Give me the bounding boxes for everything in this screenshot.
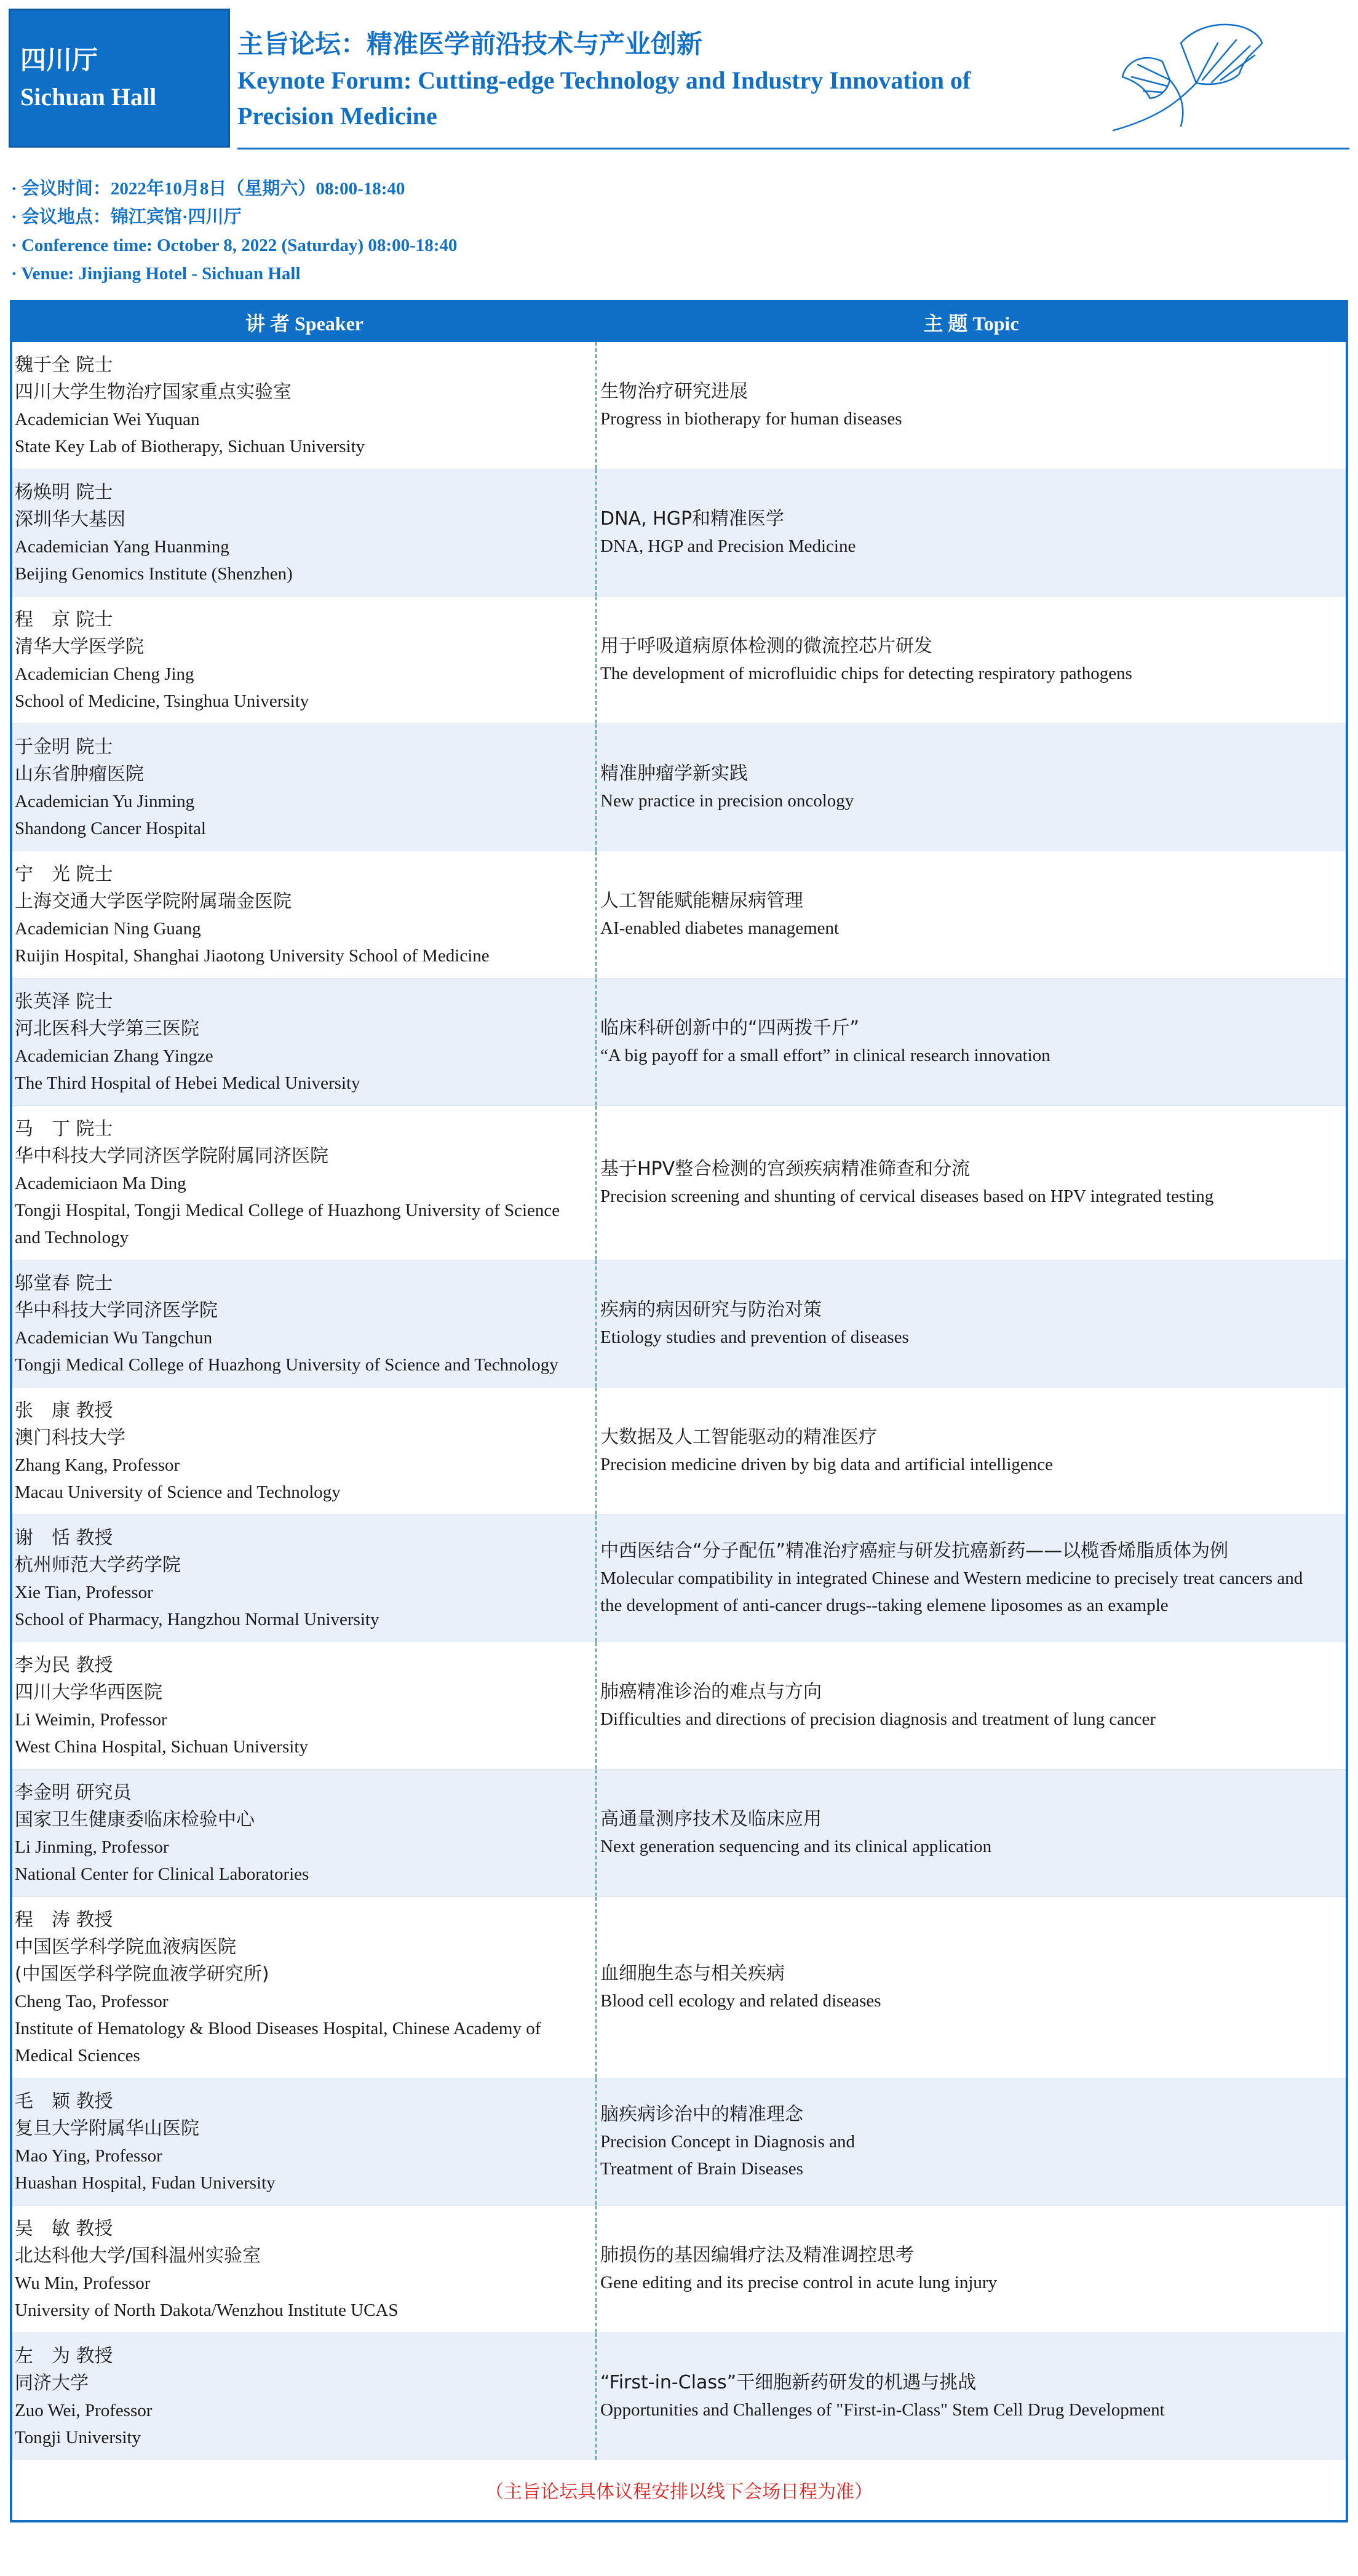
- header-speaker: 讲 者 Speaker: [245, 312, 363, 335]
- topic-zh: 大数据及人工智能驱动的精准医疗: [600, 1426, 877, 1448]
- speaker-line: Cheng Tao, Professor: [15, 1992, 169, 2011]
- speaker-line: Academician Ning Guang: [15, 919, 201, 939]
- topic-cell: [597, 342, 1346, 469]
- table-row: [12, 1387, 1346, 1514]
- speaker-line: Ruijin Hospital, Shanghai Jiaotong University School of Medicine: [15, 946, 490, 966]
- schedule-table: [10, 300, 1348, 2522]
- speaker-line: Shandong Cancer Hospital: [15, 819, 206, 838]
- table-row: [12, 2078, 1346, 2205]
- topic-zh: “First-in-Class”干细胞新药研发的机遇与挑战: [600, 2372, 977, 2393]
- topic-cell: [597, 1106, 1346, 1260]
- topic-zh: 临床科研创新中的“四两拨千斤”: [600, 1017, 860, 1039]
- topic-en: Precision Concept in Diagnosis and: [600, 2132, 856, 2152]
- topic-cell: [597, 1388, 1346, 1514]
- table-header: [12, 303, 1346, 342]
- table-row: [12, 342, 1346, 469]
- speaker-line: Wu Min, Professor: [15, 2273, 151, 2293]
- topic-en: Difficulties and directions of precision diagnosis and treatment of lung cancer: [600, 1709, 1156, 1729]
- speaker-line: 国家卫生健康委临床检验中心: [15, 1809, 255, 1831]
- speaker-line: Zuo Wei, Professor: [15, 2401, 153, 2420]
- forum-title-en-line2: Precision Medicine: [237, 102, 437, 130]
- speaker-line: 中国医学科学院血液病医院: [15, 1936, 236, 1958]
- topic-en: DNA, HGP and Precision Medicine: [600, 536, 856, 556]
- speaker-line: 左 为 教授: [15, 2345, 113, 2367]
- speaker-line: Institute of Hematology & Blood Diseases Hospital, Chinese Academy of: [15, 2019, 541, 2038]
- speaker-line: (中国医学科学院血液学研究所): [15, 1963, 269, 1985]
- topic-cell: [597, 597, 1346, 723]
- hall-name-en: Sichuan Hall: [20, 83, 157, 111]
- topic-zh: 血细胞生态与相关疾病: [600, 1963, 785, 1984]
- speaker-cell: [12, 1642, 597, 1769]
- speaker-line: Xie Tian, Professor: [15, 1583, 153, 1602]
- table-row: [12, 469, 1346, 596]
- speaker-cell: [12, 1388, 597, 1514]
- meeting-info: [11, 175, 457, 288]
- speaker-line: Academiciaon Ma Ding: [15, 1174, 186, 1193]
- hall-badge: [9, 9, 230, 148]
- topic-cell: [597, 1515, 1346, 1642]
- topic-cell: [597, 851, 1346, 978]
- forum-title: [237, 27, 1037, 134]
- speaker-line: 马 丁 院士: [15, 1118, 113, 1140]
- table-row: [12, 2332, 1346, 2460]
- topic-zh: 生物治疗研究进展: [600, 381, 748, 402]
- speaker-line: Beijing Genomics Institute (Shenzhen): [15, 564, 293, 584]
- speaker-line: Huashan Hospital, Fudan University: [15, 2173, 276, 2193]
- speaker-line: 上海交通大学医学院附属瑞金医院: [15, 891, 292, 912]
- speaker-line: The Third Hospital of Hebei Medical University: [15, 1073, 360, 1093]
- topic-cell: [597, 724, 1346, 851]
- speaker-line: Tongji University: [15, 2428, 141, 2447]
- speaker-line: and Technology: [15, 1228, 129, 1247]
- meeting-venue-en: · Venue: Jinjiang Hotel - Sichuan Hall: [11, 264, 301, 284]
- speaker-cell: [12, 724, 597, 851]
- speaker-line: 魏于全 院士: [15, 354, 113, 376]
- topic-en: The development of microfluidic chips for detecting respiratory pathogens: [600, 664, 1132, 683]
- topic-en: Molecular compatibility in integrated Chinese and Western medicine to precisely treat cancers and: [600, 1568, 1303, 1588]
- topic-zh: 精准肿瘤学新实践: [600, 763, 748, 784]
- table-row: [12, 1514, 1346, 1642]
- topic-cell: [597, 1642, 1346, 1769]
- speaker-line: University of North Dakota/Wenzhou Institute UCAS: [15, 2300, 399, 2320]
- topic-zh: 用于呼吸道病原体检测的微流控芯片研发: [600, 635, 932, 657]
- topic-en: Progress in biotherapy for human diseases: [600, 409, 902, 429]
- speaker-line: 华中科技大学同济医学院: [15, 1300, 218, 1321]
- ginkgo-leaf-icon: [1089, 18, 1267, 135]
- table-row: [12, 723, 1346, 851]
- speaker-line: Medical Sciences: [15, 2046, 140, 2065]
- speaker-line: 杨焕明 院士: [15, 482, 113, 503]
- topic-zh: 人工智能赋能糖尿病管理: [600, 890, 803, 912]
- table-row: [12, 851, 1346, 978]
- topic-zh: 基于HPV整合检测的宫颈疾病精准筛查和分流: [600, 1158, 971, 1180]
- speaker-line: 澳门科技大学: [15, 1427, 125, 1449]
- speaker-line: Academician Yang Huanming: [15, 537, 229, 557]
- table-row: [12, 1642, 1346, 1769]
- topic-cell: [597, 469, 1346, 596]
- forum-title-en-line1: Keynote Forum: Cutting-edge Technology and Industry Innovation of: [237, 66, 971, 94]
- speaker-line: 宁 光 院士: [15, 864, 113, 885]
- speaker-line: Tongji Hospital, Tongji Medical College of Huazhong University of Science: [15, 1201, 560, 1220]
- topic-en: New practice in precision oncology: [600, 791, 854, 811]
- speaker-line: 清华大学医学院: [15, 636, 144, 658]
- table-row: [12, 1260, 1346, 1387]
- speaker-line: 张英泽 院士: [15, 991, 113, 1012]
- speaker-line: School of Pharmacy, Hangzhou Normal University: [15, 1610, 379, 1629]
- speaker-cell: [12, 2078, 597, 2205]
- topic-en: Precision medicine driven by big data and artificial intelligence: [600, 1455, 1054, 1474]
- speaker-line: State Key Lab of Biotherapy, Sichuan University: [15, 437, 365, 456]
- speaker-line: 邬堂春 院士: [15, 1273, 113, 1294]
- speaker-line: Li Weimin, Professor: [15, 1710, 167, 1730]
- topic-en: Opportunities and Challenges of "First-in-Class" Stem Cell Drug Development: [600, 2400, 1165, 2420]
- speaker-line: 河北医科大学第三医院: [15, 1018, 199, 1040]
- speaker-line: 同济大学: [15, 2372, 89, 2394]
- speaker-cell: [12, 1897, 597, 2078]
- topic-zh: 高通量测序技术及临床应用: [600, 1808, 822, 1830]
- header-topic: 主 题 Topic: [923, 312, 1019, 335]
- footnote: （主旨论坛具体议程安排以线下会场日程为准）: [485, 2481, 873, 2503]
- speaker-line: Li Jinming, Professor: [15, 1837, 169, 1857]
- table-body: [12, 342, 1346, 2460]
- topic-en: the development of anti-cancer drugs--taking elemene liposomes as an example: [600, 1596, 1169, 1615]
- speaker-line: National Center for Clinical Laboratories: [15, 1864, 309, 1884]
- speaker-cell: [12, 469, 597, 596]
- topic-en: Gene editing and its precise control in acute lung injury: [600, 2273, 998, 2292]
- speaker-line: West China Hospital, Sichuan University: [15, 1737, 308, 1757]
- topic-zh: 中西医结合“分子配伍”精准治疗癌症与研发抗癌新药——以榄香烯脂质体为例: [600, 1540, 1229, 1562]
- speaker-line: 于金明 院士: [15, 736, 113, 758]
- topic-cell: [597, 2206, 1346, 2332]
- topic-zh: 肺损伤的基因编辑疗法及精准调控思考: [600, 2244, 914, 2266]
- table-row: [12, 596, 1346, 723]
- speaker-line: 山东省肿瘤医院: [15, 763, 144, 785]
- speaker-line: Academician Yu Jinming: [15, 792, 195, 811]
- speaker-line: 杭州师范大学药学院: [15, 1554, 181, 1576]
- speaker-line: Zhang Kang, Professor: [15, 1455, 180, 1475]
- speaker-line: 复旦大学附属华山医院: [15, 2118, 199, 2139]
- topic-zh: 肺癌精准诊治的难点与方向: [600, 1681, 822, 1703]
- speaker-line: 四川大学华西医院: [15, 1682, 162, 1703]
- speaker-line: Academician Wei Yuquan: [15, 410, 200, 429]
- topic-zh: 疾病的病因研究与防治对策: [600, 1299, 822, 1321]
- topic-zh: 脑疾病诊治中的精准理念: [600, 2104, 803, 2125]
- speaker-line: 李金明 研究员: [15, 1782, 132, 1803]
- speaker-line: 毛 颖 教授: [15, 2091, 113, 2112]
- speaker-cell: [12, 851, 597, 978]
- topic-en: Next generation sequencing and its clinical application: [600, 1837, 992, 1856]
- topic-cell: [597, 1260, 1346, 1387]
- topic-en: Blood cell ecology and related diseases: [600, 1991, 881, 2011]
- table-row: [12, 2205, 1346, 2332]
- speaker-cell: [12, 979, 597, 1105]
- speaker-line: School of Medicine, Tsinghua University: [15, 691, 309, 711]
- table-row: [12, 1896, 1346, 2078]
- topic-cell: [597, 2078, 1346, 2205]
- topic-cell: [597, 979, 1346, 1105]
- speaker-line: 张 康 教授: [15, 1400, 113, 1421]
- speaker-line: 程 涛 教授: [15, 1909, 113, 1931]
- speaker-line: 华中科技大学同济医学院附属同济医院: [15, 1145, 328, 1167]
- meeting-time-en: · Conference time: October 8, 2022 (Saturday) 08:00-18:40: [11, 236, 458, 255]
- speaker-line: 北达科他大学/国科温州实验室: [15, 2245, 261, 2267]
- speaker-line: Academician Zhang Yingze: [15, 1046, 213, 1066]
- speaker-line: Macau University of Science and Technology: [15, 1482, 341, 1502]
- forum-title-zh: 主旨论坛：精准医学前沿技术与产业创新: [237, 31, 703, 59]
- topic-cell: [597, 2333, 1346, 2460]
- topic-en: Precision screening and shunting of cervical diseases based on HPV integrated testing: [600, 1187, 1214, 1206]
- topic-en: Treatment of Brain Diseases: [600, 2159, 803, 2179]
- speaker-line: 谢 恬 教授: [15, 1527, 113, 1549]
- speaker-line: Tongji Medical College of Huazhong University of Science and Technology: [15, 1355, 558, 1375]
- table-row: [12, 1769, 1346, 1896]
- speaker-line: Academician Wu Tangchun: [15, 1328, 213, 1348]
- speaker-line: 四川大学生物治疗国家重点实验室: [15, 381, 292, 403]
- title-divider: [237, 148, 1349, 149]
- speaker-cell: [12, 1515, 597, 1642]
- speaker-cell: [12, 2333, 597, 2460]
- speaker-cell: [12, 1260, 597, 1387]
- topic-cell: [597, 1770, 1346, 1896]
- speaker-line: 深圳华大基因: [15, 509, 125, 530]
- topic-zh: DNA, HGP和精准医学: [600, 508, 785, 530]
- hall-name-zh: 四川厅: [20, 47, 98, 75]
- speaker-cell: [12, 597, 597, 723]
- speaker-cell: [12, 1106, 597, 1260]
- topic-cell: [597, 1897, 1346, 2078]
- table-row: [12, 978, 1346, 1105]
- table-row: [12, 1105, 1346, 1260]
- speaker-cell: [12, 1770, 597, 1896]
- speaker-line: 程 京 院士: [15, 609, 113, 630]
- topic-en: AI-enabled diabetes management: [600, 918, 840, 938]
- meeting-time-zh: · 会议时间：2022年10月8日（星期六）08:00-18:40: [11, 179, 405, 199]
- speaker-line: Academician Cheng Jing: [15, 664, 194, 684]
- topic-en: “A big payoff for a small effort” in clinical research innovation: [600, 1046, 1050, 1065]
- speaker-line: 吴 敏 教授: [15, 2218, 113, 2240]
- speaker-line: Mao Ying, Professor: [15, 2146, 162, 2166]
- speaker-line: 李为民 教授: [15, 1655, 113, 1676]
- speaker-cell: [12, 342, 597, 469]
- topic-en: Etiology studies and prevention of diseases: [600, 1327, 909, 1347]
- speaker-cell: [12, 2206, 597, 2332]
- meeting-venue-zh: · 会议地点：锦江宾馆·四川厅: [11, 207, 242, 227]
